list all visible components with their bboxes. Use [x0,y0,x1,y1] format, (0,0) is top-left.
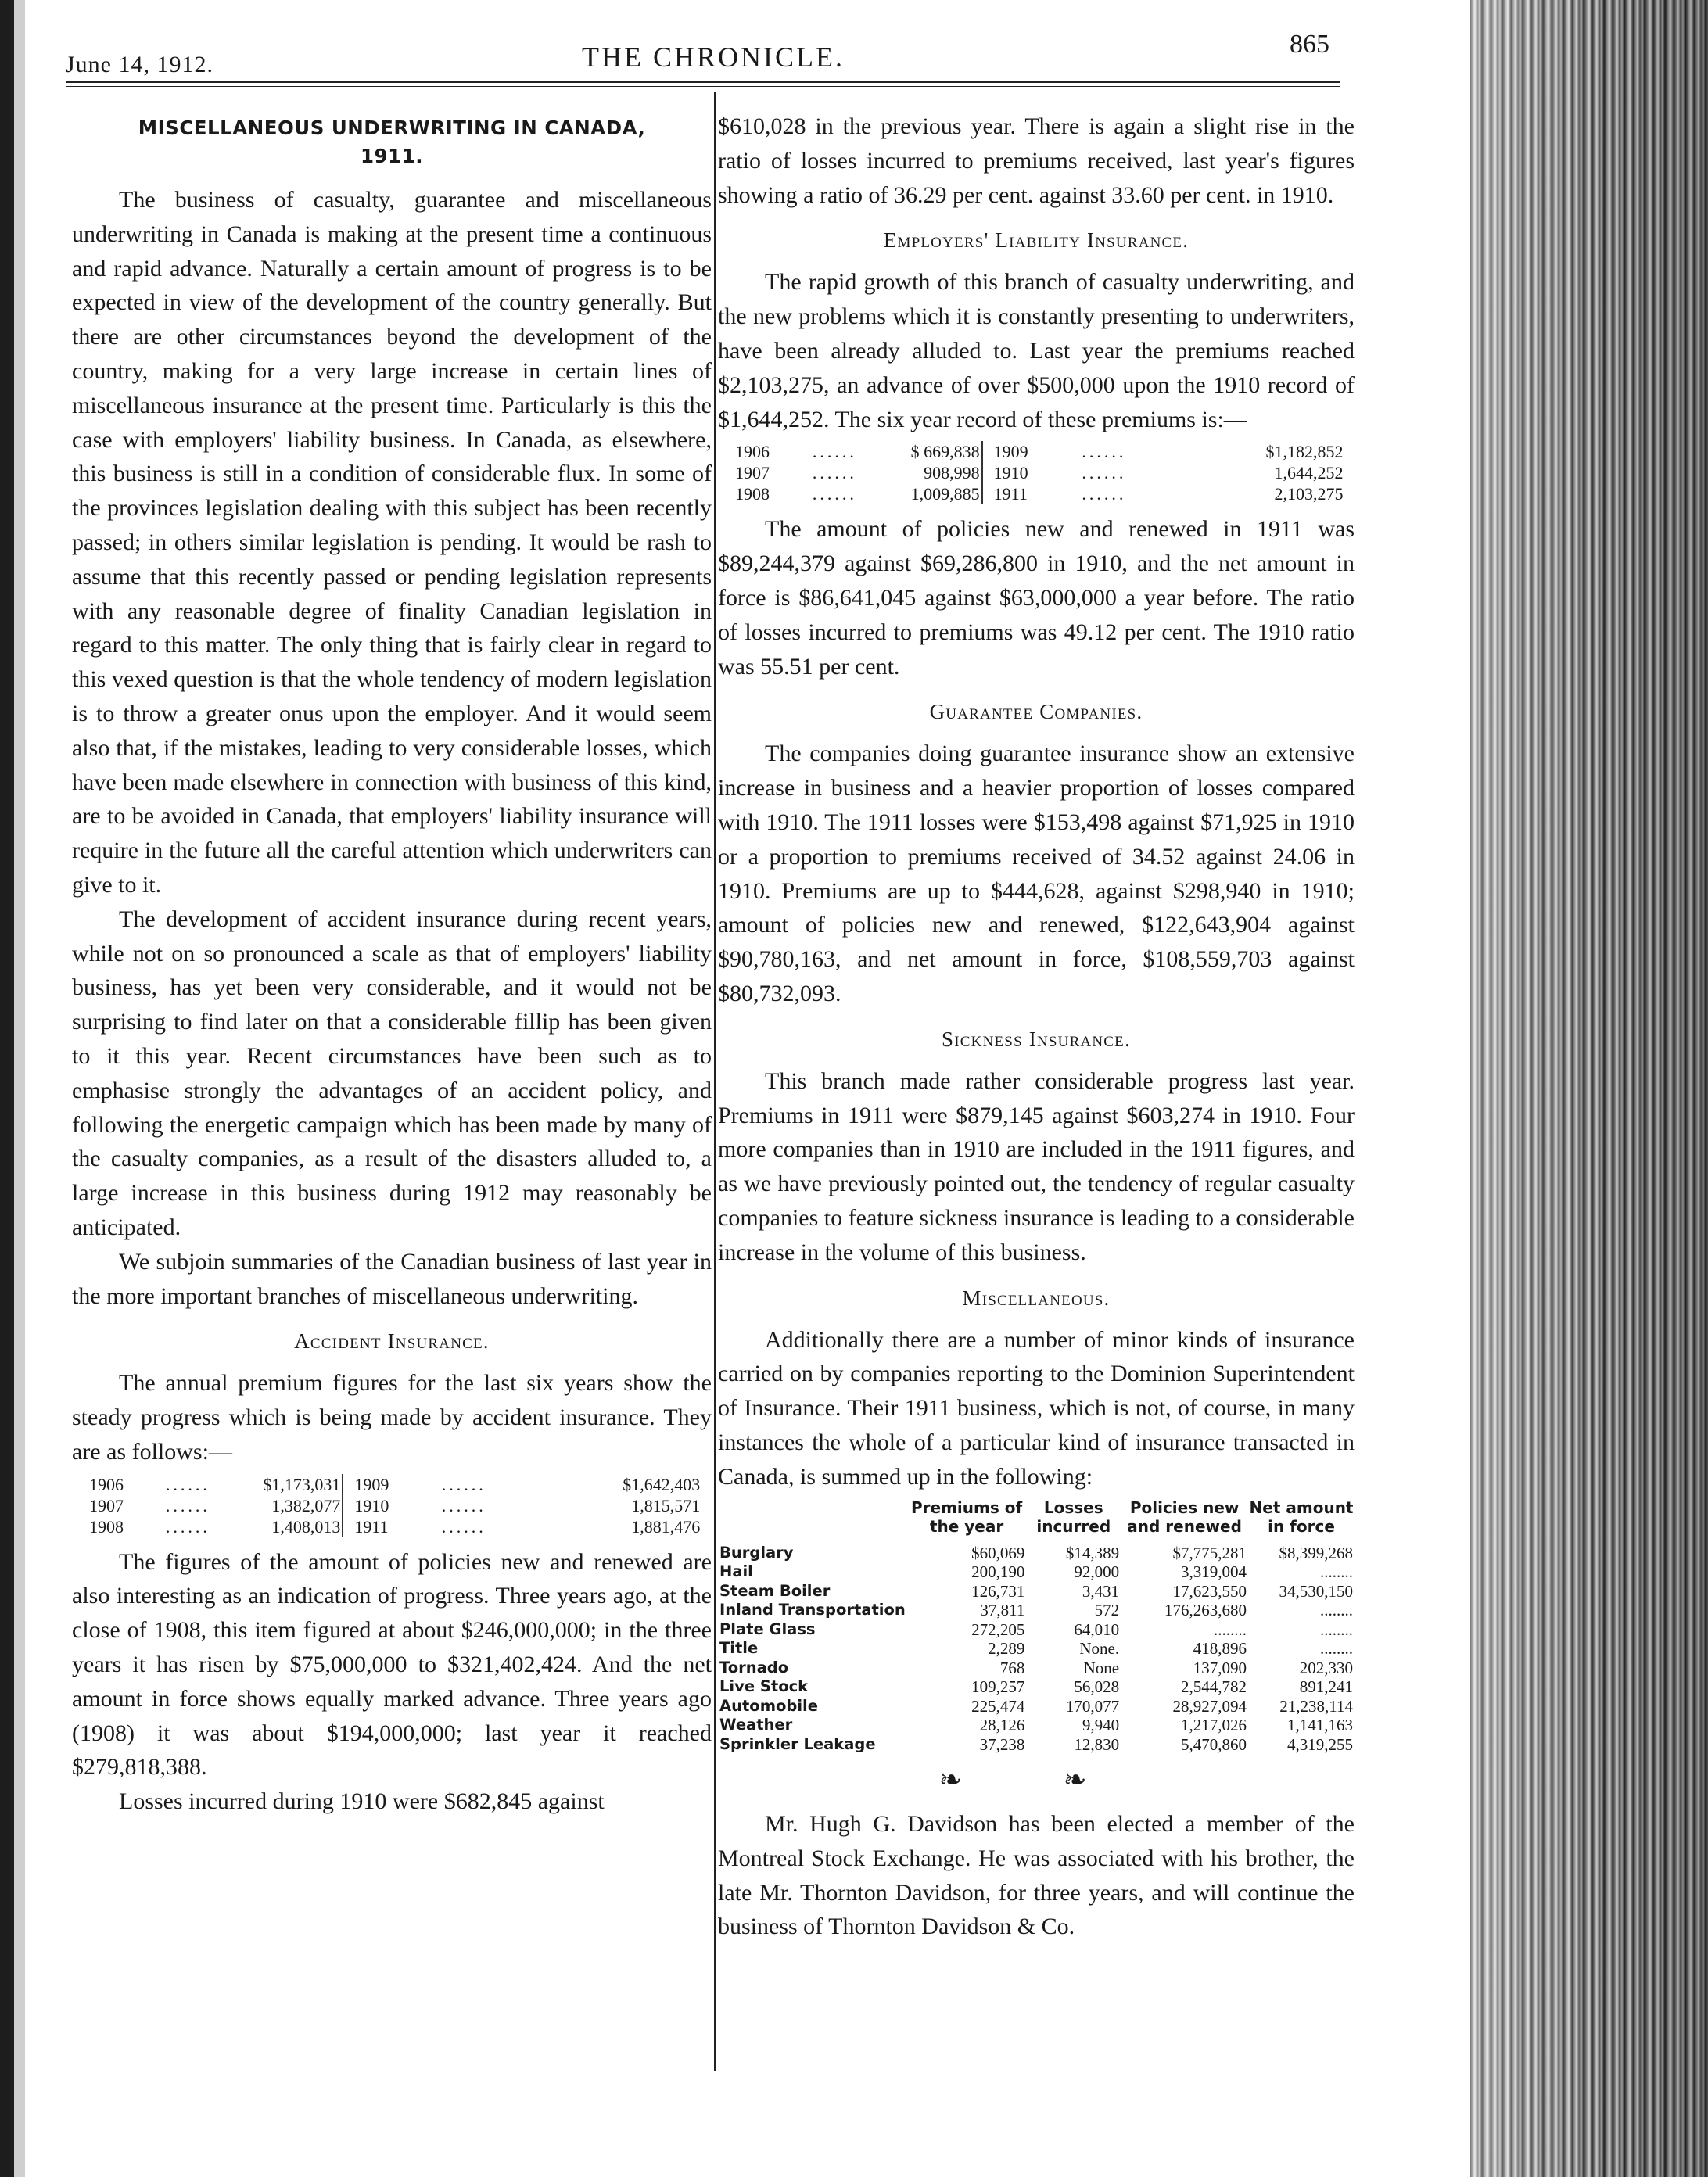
kind-cell: Burglary [719,1543,794,1562]
miscellaneous-heading: Miscellaneous. [962,1286,1111,1310]
premiums-cell: 272,205 [971,1619,1025,1639]
intro-paragraph-1: The business of casualty, guarantee and miscellaneous underwriting in Canada is making at the present time a continuous and rapid advance. Naturally a certain amount of progress is to be expected in view of the development of the country generally. But there are other circumstances beyond the development of the country, making for a very large increase in certain lines of miscellaneous insurance at the present time. Particularly is this the case with employers' liability business. In Canada, as elsewhere, this business is still in a condition of considerable flux. In some of the provinces legislation dealing with this subject has been recently passed; in others similar legislation is pending. It would be rash to assume that this recently passed or pending legislation represents with any reasonable degree of finality Canadian legislation in regard to this matter. The only thing that is fairly clear in regard to this vexed question is that the whole tendency of modern legislation is to throw a greater onus upon the employer. And it would seem also that, if the mistakes, leading to very considerable losses, which have been made elsewhere in connection with business of this kind, are to be avoided in Canada, that employers' liability insurance will require in the future all the careful attention which underwriters can give to it. [72,187,712,898]
page-number: 865 [1290,30,1329,59]
table-row [718,1562,1355,1582]
year-cell: 1910 [354,1495,389,1515]
premiums-cell: 28,126 [979,1716,1025,1734]
kind-cell: Plate Glass [719,1619,816,1638]
year-cell: 1908 [735,484,770,504]
value-cell: 1,644,252 [1274,463,1344,483]
value-cell: 1,382,077 [261,1495,343,1516]
page-header [66,30,1340,77]
kind-cell: Inland Transportation [719,1601,906,1619]
losses-cell: 64,010 [1074,1619,1120,1639]
table-row [718,1639,1355,1659]
table-row [718,1697,1355,1716]
table-row [718,1677,1355,1697]
kind-cell: Sprinkler Leakage [719,1734,876,1753]
policies-cell: 176,263,680 [1164,1601,1247,1619]
binding-edge [0,0,14,2177]
kind-cell: Live Stock [719,1677,809,1695]
header-rule-top [66,81,1340,83]
year-cell: 1907 [735,463,770,483]
policies-cell: $7,775,281 [1172,1543,1247,1562]
policies-cell: 137,090 [1193,1658,1247,1677]
value-cell: 908,998 [910,462,982,483]
premiums-cell: 200,190 [971,1562,1025,1581]
continuation-paragraph: $610,028 in the previous year. There is again a slight rise in the ratio of losses incurred to premiums received, last year's figures showing a ratio of 36.29 per cent. against 33.60 per cent. in 1910. [718,113,1355,208]
employers-paragraph-1: The rapid growth of this branch of casualty underwriting, and the new problems which it is constantly presenting to underwriters, have been already alluded to. Last year the premiums reached $2,103,275, an advance of over $500,000 upon the 1910 record of $1,644,252. The six year record of these premiums is:— [718,269,1355,432]
value-cell: 2,103,275 [1274,484,1344,504]
table-row: 1908 ...... 1,408,013 1911 ...... 1,881,476 [89,1516,701,1537]
year-cell: 1906 [735,442,770,462]
losses-cell: None [1083,1658,1120,1677]
losses-cell: None. [1079,1639,1120,1658]
net-amount-cell: 21,238,114 [1279,1696,1353,1716]
year-cell: 1909 [354,1474,389,1494]
net-amount-cell: $8,399,268 [1279,1543,1353,1562]
column-divider [714,92,716,2071]
article-headline [72,114,712,170]
value-cell: $1,642,403 [623,1474,701,1494]
losses-cell: 9,940 [1082,1716,1120,1734]
kind-cell: Hail [719,1562,753,1580]
year-cell: 1909 [993,442,1028,462]
column-header: Premiums of the year [911,1497,1023,1536]
accident-paragraph-3: Losses incurred during 1910 were $682,845 against [119,1788,605,1815]
losses-cell: 56,028 [1074,1677,1120,1696]
losses-cell: 170,077 [1065,1696,1120,1716]
value-cell: $ 669,838 [910,441,982,462]
value-cell: $1,182,852 [1265,442,1344,462]
employers-premium-table [734,441,1344,504]
kind-cell: Steam Boiler [719,1581,831,1600]
value-cell: 1,009,885 [910,483,982,504]
page-stack-shade [1470,0,1708,2177]
premiums-cell: 2,289 [988,1639,1025,1658]
header-title: THE CHRONICLE. [582,41,845,73]
premiums-cell: $60,069 [971,1543,1025,1562]
policies-cell: 5,470,860 [1181,1734,1247,1754]
losses-cell: 12,830 [1074,1734,1120,1754]
year-cell: 1907 [89,1495,124,1515]
policies-cell: 2,544,782 [1181,1677,1247,1696]
accident-heading: Accident Insurance. [294,1329,490,1354]
policies-cell: 28,927,094 [1172,1696,1247,1716]
net-amount-cell: ........ [1320,1601,1353,1619]
headline-line1: MISCELLANEOUS UNDERWRITING IN CANADA, [138,117,646,139]
table-row [718,1716,1355,1735]
table-row: 1907 ...... 1,382,077 1910 ...... 1,815,571 [89,1495,701,1515]
net-amount-cell: 4,319,255 [1287,1734,1353,1754]
kind-cell: Tornado [719,1658,789,1677]
table-row [718,1735,1355,1755]
column-header: Policies new and renewed [1127,1497,1242,1536]
year-cell: 1910 [993,463,1028,483]
premiums-cell: 768 [999,1658,1025,1677]
table-row [718,1601,1355,1620]
net-amount-cell: 891,241 [1299,1677,1353,1696]
losses-cell: 572 [1094,1601,1120,1619]
accident-premium-table [88,1474,702,1537]
miscellaneous-table [718,1497,1355,1755]
value-cell: 1,408,013 [261,1516,343,1537]
policies-cell: 1,217,026 [1181,1716,1247,1734]
table-row [718,1620,1355,1640]
year-cell: 1906 [89,1474,124,1494]
intro-paragraph-3: We subjoin summaries of the Canadian business of last year in the more important branches of miscellaneous underwriting. [72,1248,712,1309]
table-row: 1906 ...... $ 669,838 1909 ...... $1,182,852 [735,442,1344,462]
net-amount-cell: ........ [1320,1639,1353,1658]
year-cell: 1908 [89,1516,124,1537]
left-column [72,109,712,1819]
policies-cell: ........ [1214,1619,1247,1639]
table-row [718,1544,1355,1563]
table-row [718,1659,1355,1678]
accident-paragraph-2: The figures of the amount of policies new and renewed are also interesting as an indication of progress. Three years ago, at the close of 1908, this item figured at about $246,000,000; in the three years it has risen by $75,000,000 to $321,402,424. And the net amount in force shows equally marked advance. Three years ago (1908) it was about $194,000,000; last year it reached $279,818,388. [72,1548,712,1781]
year-cell: 1911 [354,1516,389,1537]
policies-cell: 3,319,004 [1181,1562,1247,1581]
value-cell: 1,881,476 [631,1516,701,1537]
guarantee-heading: Guarantee Companies. [929,700,1143,724]
premiums-cell: 126,731 [971,1581,1025,1601]
losses-cell: 92,000 [1074,1562,1120,1581]
sickness-paragraph: This branch made rather considerable progress last year. Premiums in 1911 were $879,145 against $603,274 in 1910. Four more companies than in 1910 are included in the 1911 figures, and as we have previously pointed out, the tendency of regular casualty companies to feature sickness insurance is leading to a considerable increase in the volume of this business. [718,1067,1355,1265]
header-date: June 14, 1912. [66,52,214,77]
policies-cell: 418,896 [1193,1639,1247,1658]
kind-cell: Weather [719,1716,793,1734]
losses-cell: 3,431 [1082,1581,1120,1601]
headline-line2: 1911. [361,145,423,167]
kind-cell: Title [719,1639,759,1657]
right-column [718,109,1355,1944]
policies-cell: 17,623,550 [1172,1581,1247,1601]
accident-paragraph-1: The annual premium figures for the last six years show the steady progress which is being made by accident insurance. They are as follows:— [72,1370,712,1465]
column-header: Losses incurred [1036,1497,1111,1536]
kind-cell: Automobile [719,1696,818,1715]
sickness-heading: Sickness Insurance. [942,1027,1131,1051]
table-row: 1907 ...... 908,998 1910 ...... 1,644,252 [735,463,1344,483]
header-rule-bottom [66,86,1340,87]
year-cell: 1911 [993,484,1028,504]
net-amount-cell: 1,141,163 [1287,1716,1353,1734]
table-row [718,1582,1355,1601]
premiums-cell: 225,474 [971,1696,1025,1716]
intro-paragraph-2: The development of accident insurance during recent years, while not on so pronounced a scale as that of employers' liability business, has yet been very considerable, and it would not be surprising to find later on that a considerable fillip has been given to it this year. Recent circumstances have been such as to emphasise strongly the advantages of an accident policy, and following the energetic campaign which has been made by many of the casualty companies, as a result of the disasters alluded to, a large increase in this business during 1912 may reasonably be anticipated. [72,906,712,1240]
guarantee-paragraph: The companies doing guarantee insurance show an extensive increase in business and a heavier proportion of losses compared with 1910. The 1911 losses were $153,498 against $71,925 in 1910 or a proportion to premiums received of 34.52 against 24.06 in 1910. Premiums are up to $444,628, against $298,940 in 1910; amount of policies new and renewed, $122,643,904 against $90,780,163, and net amount in force, $108,559,703 against $80,732,093. [718,741,1355,1006]
premiums-cell: 109,257 [971,1677,1025,1696]
table-header-row [718,1497,1355,1544]
premiums-cell: 37,238 [979,1734,1025,1754]
binding-shadow [14,0,25,2177]
table-row: 1906 ...... $1,173,031 1909 ...... $1,642,403 [89,1474,701,1494]
employers-heading: Employers' Liability Insurance. [883,228,1190,253]
employers-paragraph-2: The amount of policies new and renewed in 1911 was $89,244,379 against $69,286,800 in 1910, and the net amount in force is $86,641,045 against $63,000,000 a year before. The ratio of losses incurred to premiums was 49.12 per cent. The 1910 ratio was 55.51 per cent. [718,516,1355,680]
losses-cell: $14,389 [1065,1543,1120,1562]
davidson-paragraph: Mr. Hugh G. Davidson has been elected a member of the Montreal Stock Exchange. He was associated with his brother, the late Mr. Thornton Davidson, for three years, and will continue the business of Thornton Davidson & Co. [718,1811,1355,1940]
net-amount-cell: ........ [1320,1619,1353,1639]
net-amount-cell: 34,530,150 [1279,1581,1353,1601]
net-amount-cell: 202,330 [1299,1658,1353,1677]
table-row: 1908 ...... 1,009,885 1911 ...... 2,103,275 [735,484,1344,504]
net-amount-cell: ........ [1320,1562,1353,1581]
value-cell: 1,815,571 [631,1495,701,1515]
miscellaneous-paragraph: Additionally there are a number of minor kinds of insurance carried on by companies reporting to the Dominion Superintendent of Insurance. Their 1911 business, which is not, of course, in many instances the whole of a particular kind of insurance transacted in Canada, is summed up in the following: [718,1326,1355,1490]
column-header: Net amount in force [1249,1497,1354,1536]
value-cell: $1,173,031 [261,1474,343,1495]
section-ornament: ❧ ❧ [938,1764,1134,1795]
premiums-cell: 37,811 [980,1601,1025,1619]
